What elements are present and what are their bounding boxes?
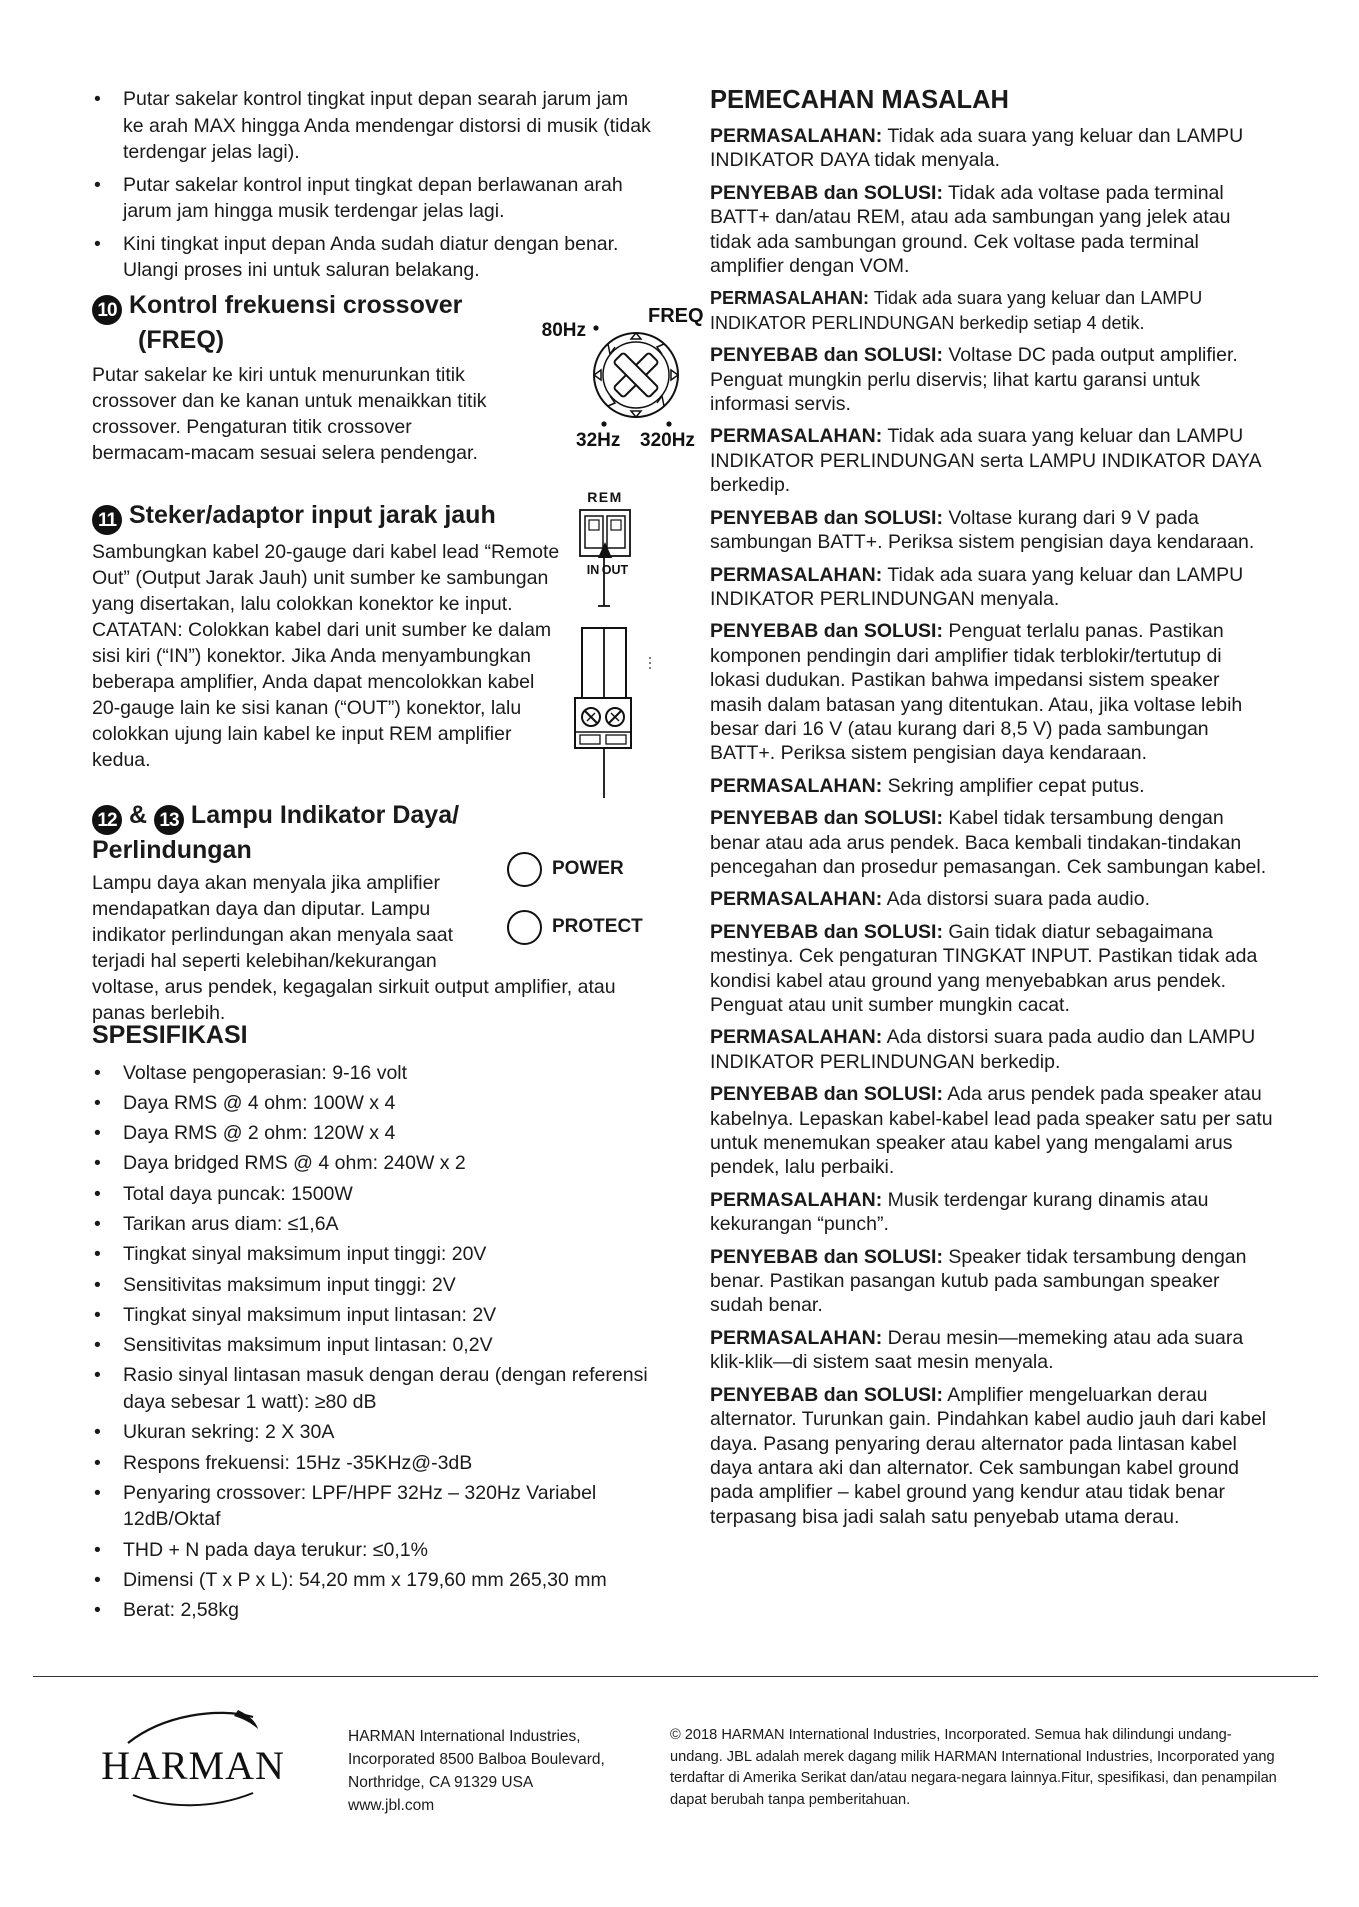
specs-list	[92, 1060, 652, 1624]
freq-knob-low-label: 80Hz	[541, 319, 586, 341]
power-led-icon	[507, 852, 542, 887]
freq-section	[92, 290, 704, 486]
problem-entry	[710, 124, 1275, 173]
indicator-section-subtitle: Perlindungan	[92, 836, 252, 864]
problem-entry	[710, 1025, 1275, 1074]
entry-text: Penguat terlalu panas. Pastikan komponen pendingin dari amplifier tidak terblokir/tertutup di lokasi dudukan. Pastikan bahwa impedansi sistem speaker masih dalam batasan yang ditentukan. Atau, jika voltase lebih besar dari 16 V (atau kurang dari 8,5 V) pada sambungan BATT+. Periksa sistem pengisian daya kendaraan.	[710, 620, 1243, 765]
freq-section-title: Kontrol frekuensi crossover	[128, 290, 463, 319]
indicator-section-text	[92, 870, 652, 1026]
entry-text: Tidak ada suara yang keluar dan LAMPU INDIKATOR DAYA tidak menyala.	[710, 125, 1244, 172]
address-line: Northridge, CA 91329 USA	[348, 1774, 534, 1791]
intro-bullet: • Putar sakelar kontrol input tingkat depan berlawanan arah jarum jam hingga musik terdengar jelas lagi.	[92, 172, 652, 225]
entry-text: Amplifier mengeluarkan derau alternator. Turunkan gain. Pindahkan kabel audio jauh dari kabel daya. Pasang penyaring derau alternator pada lintasan kabel daya antara aki dan alternator. Cek sambungan kabel ground pada amplifier – kabel ground yang kendur atau tidak benar terpasang bisa jadi salah satu penyebab utama derau.	[710, 1383, 1267, 1528]
spec-item: • Total daya puncak: 1500W	[92, 1181, 652, 1208]
intro-bullet-list	[92, 86, 652, 284]
remote-section	[92, 488, 652, 780]
entry-text: Derau mesin—memeking atau ada suara klik-klik—di sistem saat mesin menyala.	[710, 1326, 1244, 1374]
entry-text: Musik terdengar kurang dinamis atau kekurangan “punch”.	[710, 1188, 1209, 1236]
power-indicator	[507, 852, 624, 887]
spec-item: • Daya RMS @ 4 ohm: 100W x 4	[92, 1090, 652, 1117]
entry-key: PENYEBAB dan SOLUSI:	[710, 620, 943, 643]
problem-entry	[710, 563, 1275, 612]
entry-key: PENYEBAB dan SOLUSI:	[710, 807, 943, 830]
spec-item: • Respons frekuensi: 15Hz -35KHz@-3dB	[92, 1450, 652, 1477]
freq-knob-min-label: 32Hz	[576, 429, 621, 450]
spec-item: • Berat: 2,58kg	[92, 1597, 652, 1624]
freq-knob-max-label: 320Hz	[640, 429, 695, 450]
spec-item: • Tarikan arus diam: ≤1,6A	[92, 1211, 652, 1238]
entry-text: Tidak ada suara yang keluar dan LAMPU INDIKATOR PERLINDUNGAN berkedip setiap 4 detik.	[710, 288, 1203, 333]
intro-bullet: • Putar sakelar kontrol tingkat input depan searah jarum jam ke arah MAX hingga Anda mendengar distorsi di musik (tidak terdengar jelas lagi).	[92, 86, 652, 166]
protect-label: PROTECT	[552, 916, 643, 937]
remote-section-text: Sambungkan kabel 20-gauge dari kabel lead “Remote Out” (Output Jarak Jauh) unit sumber ke sambungan yang disertakan, lalu colokkan konektor ke input. CATATAN: Colokkan kabel dari unit sumber ke dalam sisi kiri (“IN”) konektor. Jika Anda menyambungkan beberapa amplifier, Anda dapat mencolokkan kabel 20-gauge lain ke sisi kanan (“OUT”) konektor, lalu colokkan ujung lain kabel ke input REM amplifier kedua.	[92, 541, 560, 771]
troubleshooting-title: PEMECAHAN MASALAH	[710, 86, 1009, 114]
freq-dot	[666, 421, 671, 426]
problem-entry	[710, 1326, 1275, 1375]
entry-key: PERMASALAHAN:	[710, 425, 883, 448]
solution-entry	[710, 806, 1275, 879]
entry-key: PENYEBAB dan SOLUSI:	[710, 1083, 943, 1106]
spec-item: • Sensitivitas maksimum input lintasan: 0,2V	[92, 1332, 652, 1359]
footer-address	[348, 1725, 648, 1817]
freq-knob-diagram	[514, 300, 734, 450]
problem-entry	[710, 887, 1275, 911]
spec-item: • THD + N pada daya terukur: ≤0,1%	[92, 1537, 652, 1564]
spec-item: • Voltase pengoperasian: 9-16 volt	[92, 1060, 652, 1087]
indicator-text-wide: voltase, arus pendek, kegagalan sirkuit output amplifier, atau panas berlebih.	[92, 976, 616, 1024]
spec-item: • Dimensi (T x P x L): 54,20 mm x 179,60 mm 265,30 mm	[92, 1567, 652, 1594]
problem-entry	[710, 774, 1275, 798]
entry-key: PERMASALAHAN:	[710, 888, 883, 911]
spec-item: • Penyaring crossover: LPF/HPF 32Hz – 320Hz Variabel 12dB/Oktaf	[92, 1480, 652, 1533]
entry-key: PENYEBAB dan SOLUSI:	[710, 181, 943, 204]
remote-section-title: Steker/adaptor input jarak jauh	[128, 500, 496, 529]
rem-connector-out-label: OUT	[601, 562, 629, 577]
rem-connector-label: REM	[587, 488, 623, 505]
rem-connector-diagram	[567, 488, 657, 798]
harman-logo-text: HARMAN	[101, 1743, 285, 1788]
entry-key: PERMASALAHAN:	[710, 1326, 883, 1349]
footer-divider	[33, 1676, 1318, 1677]
entry-key: PENYEBAB dan SOLUSI:	[710, 1383, 943, 1406]
power-label: POWER	[552, 858, 624, 879]
freq-knob-cross	[601, 339, 672, 410]
entry-text: Voltase kurang dari 9 V pada sambungan BATT+. Periksa sistem pengisian daya kendaraan.	[710, 506, 1255, 554]
entry-text: Gain tidak diatur sebagaimana mestinya. Cek pengaturan TINGKAT INPUT. Pastikan tidak ada kondisi kabel atau ground yang menyebabkan arus pendek. Penguat atau unit sumber mungkin cacat.	[710, 920, 1258, 1016]
entry-text: Ada distorsi suara pada audio.	[886, 888, 1151, 911]
intro-bullet: • Kini tingkat input depan Anda sudah diatur dengan benar. Ulangi proses ini untuk saluran belakang.	[92, 231, 652, 284]
rem-connector-in-label: IN	[586, 562, 600, 577]
spec-item: • Rasio sinyal lintasan masuk dengan derau (dengan referensi daya sebesar 1 watt): ≥80 dB	[92, 1362, 652, 1415]
entry-key: PENYEBAB dan SOLUSI:	[710, 344, 943, 367]
problem-entry	[710, 424, 1275, 497]
entry-text: Tidak ada voltase pada terminal BATT+ dan/atau REM, atau ada sambungan yang jelek atau tidak ada sambungan ground. Cek voltase pada terminal amplifier dengan VOM.	[710, 181, 1231, 278]
problem-entry	[710, 1188, 1275, 1237]
entry-text: Ada arus pendek pada speaker atau kabelnya. Lepaskan kabel-kabel lead pada speaker satu per satu untuk menemukan speaker atau kabel yang mengalami arus pendek, lalu perbaiki.	[710, 1083, 1273, 1179]
entry-key: PENYEBAB dan SOLUSI:	[710, 506, 943, 529]
entry-key: PENYEBAB dan SOLUSI:	[710, 920, 943, 943]
solution-entry	[710, 343, 1275, 416]
solution-entry	[710, 1245, 1275, 1318]
spec-item: • Tingkat sinyal maksimum input lintasan: 2V	[92, 1302, 652, 1329]
section-number-badge: 11	[92, 505, 122, 535]
entry-text: Kabel tidak tersambung dengan benar atau ada arus pendek. Baca kembali tindakan-tindakan pencegahan dan prosedur pemasangan. Cek sambungan kabel.	[710, 807, 1267, 878]
section-number-badge: 12	[92, 805, 122, 835]
freq-dot	[601, 421, 606, 426]
freq-section-text: Putar sakelar ke kiri untuk menurunkan titik crossover dan ke kanan untuk menaikkan titik crossover. Pengaturan titik crossover bermacam-macam sesuai selera pendengar.	[92, 364, 487, 464]
address-line: HARMAN International Industries,	[348, 1728, 581, 1745]
spec-item: • Ukuran sekring: 2 X 30A	[92, 1419, 652, 1446]
problem-entry	[710, 286, 1275, 335]
solution-entry	[710, 920, 1275, 1018]
entry-key: PERMASALAHAN:	[710, 774, 883, 797]
spec-item: • Sensitivitas maksimum input tinggi: 2V	[92, 1272, 652, 1299]
spec-item: • Daya RMS @ 2 ohm: 120W x 4	[92, 1120, 652, 1147]
protect-led-icon	[507, 910, 542, 945]
entry-key: PERMASALAHAN:	[710, 1026, 883, 1049]
spec-item: • Tingkat sinyal maksimum input tinggi: 20V	[92, 1241, 652, 1268]
solution-entry	[710, 619, 1275, 765]
indicator-section	[92, 800, 652, 1024]
footer-copyright: © 2018 HARMAN International Industries, Incorporated. Semua hak dilindungi undang-undang. JBL adalah merek dagang milik HARMAN International Industries, Incorporated yang terdaftar di Amerika Serikat dan/atau negara-negara lainnya.Fitur, spesifikasi, dan penampilan dapat berubah tanpa pemberitahuan.	[670, 1727, 1277, 1808]
freq-section-subtitle: (FREQ)	[138, 326, 225, 354]
entry-key: PERMASALAHAN:	[710, 125, 883, 147]
entry-text: Tidak ada suara yang keluar dan LAMPU INDIKATOR PERLINDUNGAN menyala.	[710, 563, 1244, 610]
entry-key: PERMASALAHAN:	[710, 563, 883, 586]
solution-entry	[710, 1383, 1275, 1529]
specs-title: SPESIFIKASI	[92, 1020, 248, 1049]
entry-key: PERMASALAHAN:	[710, 288, 869, 309]
right-column	[710, 86, 1275, 1537]
solution-entry	[710, 506, 1275, 555]
harman-logo	[88, 1705, 298, 1815]
address-line: Incorporated 8500 Balboa Boulevard,	[348, 1751, 605, 1768]
freq-knob-label: FREQ	[648, 304, 704, 327]
protect-indicator	[507, 910, 643, 945]
solution-entry	[710, 181, 1275, 279]
heading-ampersand: &	[128, 800, 148, 829]
entry-key: PENYEBAB dan SOLUSI:	[710, 1245, 943, 1268]
entry-key: PERMASALAHAN:	[710, 1188, 883, 1211]
entry-text: Tidak ada suara yang keluar dan LAMPU INDIKATOR PERLINDUNGAN serta LAMPU INDIKATOR DAYA berkedip.	[710, 425, 1261, 497]
entry-text: Ada distorsi suara pada audio dan LAMPU INDIKATOR PERLINDUNGAN berkedip.	[710, 1026, 1256, 1073]
section-number-badge: 13	[154, 805, 184, 835]
entry-text: Sekring amplifier cepat putus.	[887, 774, 1145, 797]
entry-text: Voltase DC pada output amplifier. Penguat mungkin perlu diservis; lihat kartu garansi untuk informasi servis.	[710, 344, 1238, 416]
indicator-text-narrow: Lampu daya akan menyala jika amplifier mendapatkan daya dan diputar. Lampu indikator perlindungan akan menyala saat terjadi hal seperti kelebihan/kekurangan	[92, 872, 453, 972]
spec-item: • Daya bridged RMS @ 4 ohm: 240W x 2	[92, 1150, 652, 1177]
section-number-badge: 10	[92, 295, 122, 325]
solution-entry	[710, 1082, 1275, 1180]
entry-text: Speaker tidak tersambung dengan benar. Pastikan pasangan kutub pada sambungan speaker sudah benar.	[710, 1245, 1247, 1317]
website-link[interactable]: www.jbl.com	[348, 1797, 435, 1814]
left-column	[92, 86, 704, 1628]
indicator-section-title: Lampu Indikator Daya/	[190, 800, 460, 829]
freq-dot	[593, 325, 598, 330]
